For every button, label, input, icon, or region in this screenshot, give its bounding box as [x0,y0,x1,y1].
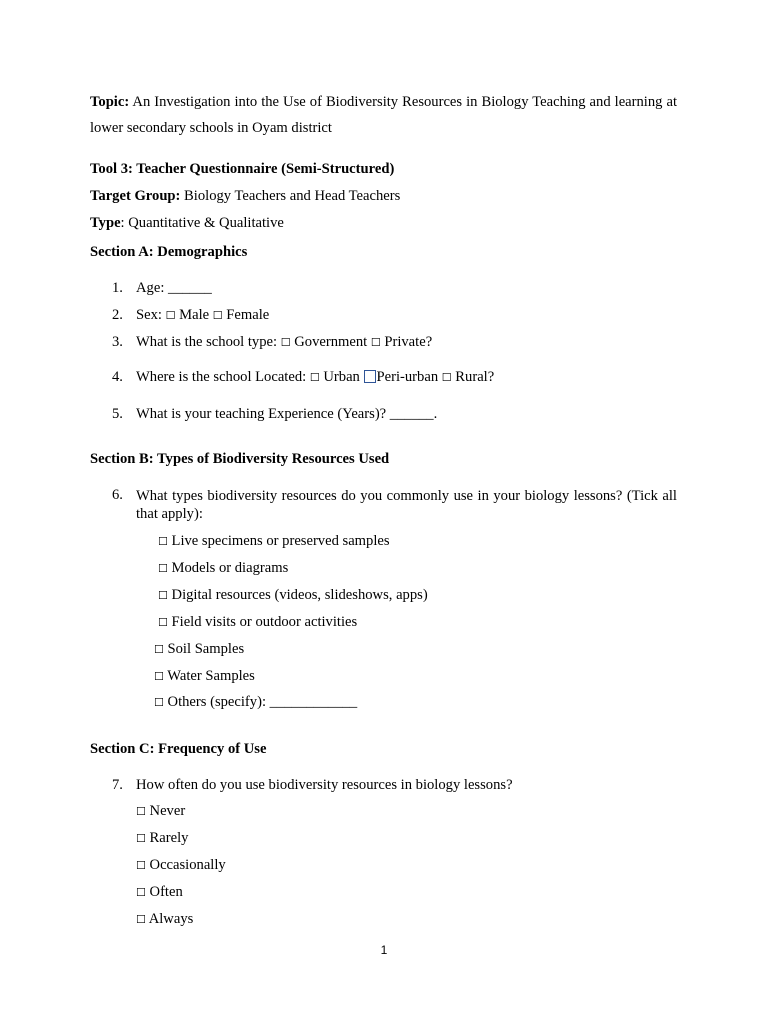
option-private-label: Private? [380,334,433,350]
option-field-visits-label: Field visits or outdoor activities [167,614,358,630]
question-7-text: How often do you use biodiversity resources in biology lessons? [136,777,513,793]
option-urban-label: Urban [319,369,364,385]
question-3-number: 3. [112,334,123,350]
option-models-label: Models or diagrams [167,560,289,576]
option-male-label: Male [175,307,213,323]
question-4 [136,369,494,386]
option-never-label: Never [145,803,186,819]
section-a-heading: Section A: Demographics [90,244,248,260]
option-rarely [136,830,188,847]
option-occasionally [136,857,226,874]
target-group-label: Target Group: [90,188,181,204]
topic-label: Topic: [90,94,130,110]
option-digital-resources [158,587,428,604]
checkbox-private[interactable]: ☐ [370,336,381,349]
option-occasionally-label: Occasionally [145,857,226,873]
option-government-label: Government [290,334,371,350]
checkbox-peri-urban[interactable] [364,370,376,383]
topic-text: An Investigation into the Use of Biodiversity Resources in Biology Teaching and learning at lower secondary schools in Oyam district [90,94,677,136]
checkbox-male[interactable]: ☐ [165,309,176,322]
question-2 [136,307,269,324]
question-2-number: 2. [112,307,123,323]
option-live-specimens-label: Live specimens or preserved samples [167,533,390,549]
question-4-number: 4. [112,369,123,385]
option-female-label: Female [222,307,270,323]
option-often [136,884,183,901]
question-1-number: 1. [112,280,123,296]
option-field-visits [158,614,357,631]
option-live-specimens [158,533,390,550]
question-2-text: Sex: [136,307,162,323]
option-models [158,560,288,577]
option-always [136,911,193,928]
option-rarely-label: Rarely [145,830,189,846]
tool-title: Tool 3: Teacher Questionnaire (Semi-Structured) [90,161,395,177]
topic-paragraph [90,89,677,141]
checkbox-always[interactable]: ☐ [136,913,146,926]
checkbox-never[interactable]: ☐ [136,805,146,818]
page-number: 1 [380,943,388,957]
checkbox-models[interactable]: ☐ [158,562,168,575]
checkbox-rural[interactable]: ☐ [441,371,452,384]
option-often-label: Often [145,884,183,900]
question-3-text: What is the school type: [136,334,278,350]
checkbox-urban[interactable]: ☐ [309,371,320,384]
option-soil-samples [154,641,244,658]
checkbox-female[interactable]: ☐ [212,309,223,322]
checkbox-government[interactable]: ☐ [280,336,291,349]
question-4-text: Where is the school Located: [136,369,307,385]
question-6-number: 6. [112,487,123,503]
target-group-line [90,188,400,205]
section-b-heading: Section B: Types of Biodiversity Resources Used [90,451,390,467]
question-1-text: Age: ______ [136,280,212,296]
checkbox-water-samples[interactable]: ☐ [154,670,164,683]
question-7-number: 7. [112,777,123,793]
checkbox-often[interactable]: ☐ [136,886,146,899]
question-3 [136,334,432,351]
type-value: : Quantitative & Qualitative [120,215,284,231]
option-rural-label: Rural? [451,369,495,385]
type-line [90,215,284,232]
question-5-text: What is your teaching Experience (Years)? ______. [136,406,438,422]
option-water-samples-label: Water Samples [163,668,255,684]
section-c-heading: Section C: Frequency of Use [90,741,267,757]
type-label: Type [90,215,121,231]
option-water-samples [154,668,255,685]
checkbox-soil-samples[interactable]: ☐ [154,643,164,656]
checkbox-digital-resources[interactable]: ☐ [158,589,168,602]
question-5-number: 5. [112,406,123,422]
option-always-label: Always [145,911,194,927]
checkbox-others[interactable]: ☐ [154,696,164,709]
question-6-text: What types biodiversity resources do you commonly use in your biology lessons? (Tick all that apply): [136,488,677,522]
checkbox-occasionally[interactable]: ☐ [136,859,146,872]
target-group-value: Biology Teachers and Head Teachers [180,188,401,204]
option-others-label: Others (specify): ____________ [163,694,358,710]
option-soil-samples-label: Soil Samples [163,641,245,657]
checkbox-rarely[interactable]: ☐ [136,832,146,845]
option-others [154,694,357,711]
option-peri-urban-label: Peri-urban [376,369,439,385]
option-never [136,803,185,820]
checkbox-live-specimens[interactable]: ☐ [158,535,168,548]
checkbox-field-visits[interactable]: ☐ [158,616,168,629]
option-digital-resources-label: Digital resources (videos, slideshows, apps) [167,587,428,603]
